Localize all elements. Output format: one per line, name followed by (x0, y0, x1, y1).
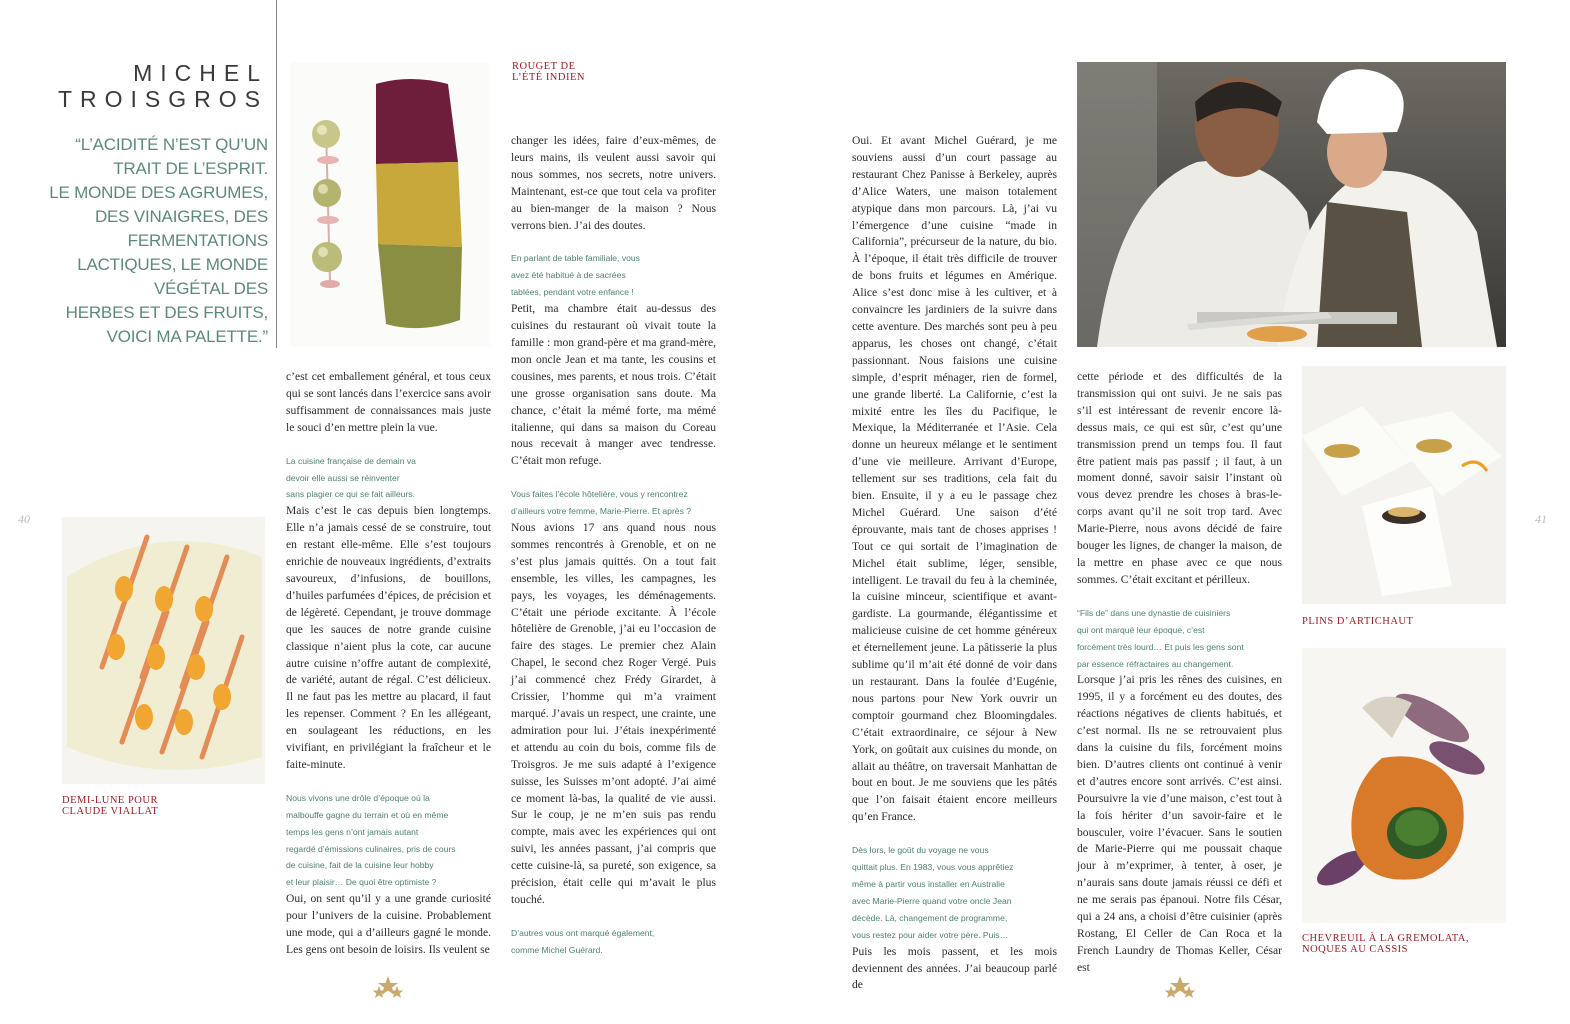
question-line: tablées, pendant votre enfance ! (511, 287, 634, 298)
question-line: La cuisine française de demain va (286, 455, 416, 466)
quote-line: LE MONDE DES AGRUMES, (49, 183, 268, 202)
quote-line: VOICI MA PALETTE.” (106, 327, 268, 346)
stars-icon (372, 976, 404, 1002)
interview-question (286, 453, 491, 504)
question-line: quittait plus. En 1983, vous vous apprêtiez (852, 862, 1014, 873)
question-line: Dès lors, le goût du voyage ne vous (852, 845, 989, 856)
question-line: devoir elle aussi se réinventer (286, 472, 400, 483)
question-line: qui ont marqué leur époque, c’est (1077, 624, 1205, 635)
question-line: avez été habitué à de sacrées (511, 270, 626, 281)
caption-line: L’ÉTÉ INDIEN (512, 72, 585, 83)
caption-demi-lune (62, 795, 158, 817)
caption-plins: PLINS D’ARTICHAUT (1302, 616, 1414, 627)
quote-line: TRAIT DE L’ESPRIT. (113, 159, 268, 178)
question-line: par essence réfractaires au changement. (1077, 658, 1234, 669)
quote-line: FERMENTATIONS (127, 231, 268, 250)
paragraph: Nous avions 17 ans quand nous nous sommes rencontrés à Grenoble, et on ne s’est plus jamais quittés. On a tout fait ensemble, les villes, les campagnes, les pays, les voyages, les déménagements. C’était une période excitante. À l’école hôtelière de Grenoble, j’ai eu l’occasion de faire des stages. Le premier chez Alain Chapel, le second chez Roger Vergé. Puis j’ai commencé chez Frédy Girardet, à Crissier, l’homme qui m’a vraiment marqué. J’avais un respect, une crainte, une admiration pour lui. J’étais inexpérimenté et attendu au coin du bois, comme fils de Troisgros. Je me suis adapté à l’exigence suisse, les Suisses m’ont adopté. J’ai aimé ce moment là-bas, la qualité de vie aussi. Sur le coup, je ne m’en suis pas rendu compte, mais avec les expériences qui ont suivi, les années passant, j’ai compris que cette cuisine-là, sa pureté, son exigence, sa précision, était celle qui m’avait le plus touché. (511, 521, 716, 906)
interview-question (1077, 605, 1282, 673)
question-line: vous restez pour aider votre père. Puis… (852, 929, 1009, 940)
paragraph: Mais c’est le cas depuis bien longtemps. Elle n’a jamais cessé de se construire, tout en restant elle-même. Elle s’est toujours enrichie de nouveaux ingrédients, d’extraits savoureux, d’infusions, de bouillons, d’huiles parfumées d’épices, de précision et de légèreté. Cependant, je trouve dommage que les sauces de notre grande cuisine classique n’aient plus la cote, car aucune autre cuisine n’offre autant de complexité, de variété, autant de régal. C’est délicieux. Il ne faut pas les mettre au placard, il faut les repenser. Comment ? En les allégeant, en soulageant les réductions, en les vivifiant, en privilégiant la fraîcheur et le faite-minute. (286, 504, 491, 771)
quote-line: DES VINAIGRES, DES (94, 207, 268, 226)
question-line: d’ailleurs votre femme, Marie-Pierre. Et après ? (511, 506, 692, 517)
question-line: regardé d’émissions culinaires, pris de cours (286, 843, 456, 854)
rouget-dish-photo (290, 62, 490, 347)
question-line: décède. Là, changement de programme, (852, 912, 1008, 923)
paragraph: Oui. Et avant Michel Guérard, je me souviens aussi d’un court passage au restaurant Chez Panisse à Berkeley, auprès d’Alice Waters, une maison totalement atypique dans mon parcours. Là, j’ai vu l’émergence d’une cuisine “made in California”, précurseur de la nature, du bio. À l’époque, il était très difficile de trouver de bons fruits et légumes en Amérique. Alice s’est donc mise à les cultiver, et à convaincre les jardiniers de la suivre dans cette aventure. Des marchés sont peu à peu apparus, les choses ont changé, c’était passionnant. Nous faisions une cuisine simple, d’esprit ménager, rien de formel, une grande liberté. La Californie, c’est la mixité entre les îles du Pacifique, le Mexique, la Méditerranée et l’Asie. Cela donne un heureux mélange et le sentiment d’une vie meilleure. Arrivant d’Europe, tellement sur ses traditions, cela fait du bien. Ensuite, il y a eu le passage chez Michel Guérard. Une saison d’été éprouvante, mais tant de choses apprises ! Tout ce qui sortait de l’imagination de Michel était sublime, léger, sensible, intelligent. Le travail du feu à la cheminée, la cuisine minceur, scientifique et avant-gardiste. La gourmande, élégantissime et malicieuse cuisine de cet homme généreux et éternellement jeune. La pâtisserie la plus sublime qu’il m’ait été donné de voir dans un restaurant. Dans la foulée d’Eugénie, nous partons pour New York ouvrir un comptoir gourmand chez Bloomingdales. C’était extraordinaire, ce séjour à New York, on goûtait aux cuisines du monde, on allait au théâtre, on traversait Manhattan de bout en bout. Je me souviens que les pâtés que l’on faisait étaient encore meilleurs qu’en France. (852, 134, 1057, 824)
question-line: sans plagier ce qui se fait ailleurs. (286, 489, 415, 500)
page-number-left: 40 (18, 512, 30, 526)
question-line: Nous vivons une drôle d’époque où la (286, 792, 430, 803)
question-line: malbouffe gagne du terrain et où en même (286, 809, 449, 820)
header-divider (276, 0, 277, 348)
paragraph: cette période et des difficultés de la transmission qui ont suivi. Je ne sais pas s’il est intéressant de revenir encore là-dessus mais, ce qui est sûr, c’est qu’une transmission prend un temps fou. Il faut être patient mais pas passif ; il faut, à un moment donné, savoir saisir l’instant où vous devez prendre les choses à bras-le-corps avant qu’il ne soit trop tard. Avec Marie-Pierre, nous avons décidé de faire bouger les lignes, de changer la maison, de la mettre en phase avec ce que nous sommes. C’était excitant et périlleux. (1077, 370, 1282, 586)
text-column-4 (1077, 369, 1282, 977)
chef-name (40, 60, 268, 112)
pull-quote (30, 133, 268, 349)
caption-line: ROUGET DE (512, 61, 576, 72)
question-line: et leur plaisir… De quoi être optimiste ? (286, 877, 437, 888)
interview-question (511, 250, 716, 301)
question-line: même à partir vous installer en Australie (852, 878, 1005, 889)
question-line: Vous faites l’école hôtelière, vous y rencontrez (511, 489, 688, 500)
question-line: avec Marie-Pierre quand votre oncle Jean (852, 895, 1012, 906)
question-line: En parlant de table familiale, vous (511, 253, 640, 264)
text-column-1 (286, 369, 491, 959)
caption-rouget (512, 61, 585, 83)
paragraph: Puis les mois passent, et les mois deviennent des années. J’ai beaucoup parlé de (852, 944, 1057, 992)
question-line: “Fils de” dans une dynastie de cuisiniers (1077, 607, 1231, 618)
paragraph: Lorsque j’ai pris les rênes des cuisines, en 1995, il y a forcément eu des doutes, des réactions négatives de clients habitués, et c’est normal. Ils ne se retrouvaient plus dans la cuisine du fils, forcément moins bien. D’autres clients ont continué à venir et d’autres encore sont arrivés. C’est ainsi. Poursuivre la vie d’une maison, c’est tout à la fois hériter d’un savoir-faire et le bousculer, voire l’évacuer. Sans le soutien de Marie-Pierre qui me poussait chaque jour à m’exprimer, à tenter, à oser, je n’aurais sans doute jamais réussi ce défi et ne me serais pas épanoui. Notre fils César, qui a 24 ans, a choisi d’être cuisinier (après Rostang, El Celler de Can Roca et la French Laundry de Thomas Keller, César est (1077, 673, 1282, 974)
quote-line: VÉGÉTAL DES (153, 279, 268, 298)
question-line: temps les gens n’ont jamais autant (286, 826, 419, 837)
quote-line: LACTIQUES, LE MONDE (77, 255, 268, 274)
interview-question (511, 486, 716, 520)
demi-lune-dish-photo (62, 517, 265, 784)
paragraph: changer les idées, faire d’eux-mêmes, de leurs mains, ils veulent aussi savoir qui nous sommes, nos secrets, notre univers. Maintenant, est-ce que tout cela va profiter au bien-manger de la maison ? Nous verrons bien. J’ai des doutes. (511, 134, 716, 232)
caption-line: DEMI-LUNE POUR (62, 795, 158, 806)
question-line: forcément très lourd… Et puis les gens sont (1077, 641, 1244, 652)
chef-name-first: MICHEL (133, 60, 268, 86)
interview-question (286, 790, 491, 891)
question-line: D’autres vous ont marqué également, (511, 927, 655, 938)
caption-line: NOQUES AU CASSIS (1302, 944, 1409, 955)
question-line: de cuisine, fait de la cuisine leur hobby (286, 860, 434, 871)
interview-question (511, 925, 716, 959)
caption-line: CHEVREUIL À LA GREMOLATA, (1302, 933, 1470, 944)
caption-chevreuil (1302, 933, 1469, 955)
chefs-kitchen-photo (1077, 62, 1506, 347)
quote-line: HERBES ET DES FRUITS, (65, 303, 268, 322)
question-line: comme Michel Guérard. (511, 944, 603, 955)
paragraph: Oui, on sent qu’il y a une grande curiosité pour l’univers de la cuisine. Probablement une mode, qui a d’ailleurs gagné le monde. Les gens ont besoin de loisirs. Ils veulent se (286, 892, 491, 956)
plins-artichaut-photo (1302, 366, 1506, 604)
stars-icon (1164, 976, 1196, 1002)
page-number-right: 41 (1535, 512, 1547, 526)
text-column-2 (511, 133, 716, 959)
paragraph: Petit, ma chambre était au-dessus des cuisines du restaurant où vivait toute la famille : mon grand-père et ma grand-mère, mon oncle Jean et ma tante, les cousins et cousines, mes parents, et nous trois. C’était une grosse organisation sans doute. Ma chance, c’était la mémé forte, ma mémé italienne, qui dans sa maison du Coreau nous recevait à manger avec tendresse. C’était mon refuge. (511, 302, 716, 468)
text-column-3 (852, 133, 1057, 994)
chevreuil-dish-photo (1302, 648, 1506, 923)
quote-line: “L’ACIDITÉ N’EST QU’UN (75, 135, 268, 154)
interview-question (852, 842, 1057, 943)
chef-name-last: TROISGROS (57, 86, 268, 112)
paragraph: c’est cet emballement général, et tous ceux qui se sont lancés dans l’exercice sans avoir suffisamment de connaissances mais juste le souci d’en mettre plein la vue. (286, 370, 491, 434)
caption-line: CLAUDE VIALLAT (62, 806, 159, 817)
